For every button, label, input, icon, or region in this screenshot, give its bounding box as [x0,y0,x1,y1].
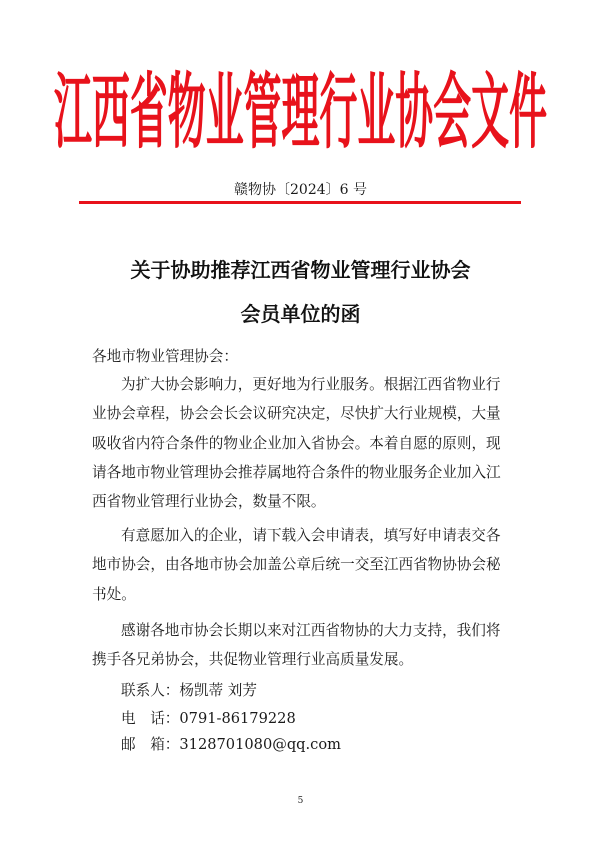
letter-title-line-1: 关于协助推荐江西省物业管理行业协会 [130,258,471,282]
masthead-title: 江西省物业管理行业协会文件 [54,65,547,154]
body-paragraph-2: 有意愿加入的企业，请下载入会申请表，填写好申请表交各地市协会，由各地市协会加盖公章后统一交至江西省物协协会秘书处。 [92,527,501,603]
contact-person: 联系人：杨凯蒂 刘芳 [121,682,257,699]
body-paragraph-3: 感谢各地市协会长期以来对江西省物协的大力支持，我们将携手各兄弟协会，共促物业管理行业高质量发展。 [92,622,501,669]
page-number: 5 [297,796,304,806]
salutation: 各地市物业管理协会： [92,348,238,365]
contact-email: 邮 箱：3128701080@qq.com [121,736,341,753]
contact-phone: 电 话：0791-86179228 [121,710,296,727]
masthead [52,58,549,154]
body-paragraph-1: 为扩大协会影响力，更好地为行业服务。根据江西省物业行业协会章程，协会会长会议研究决定，尽快扩大行业规模，大量吸收省内符合条件的物业企业加入省协会。本着自愿的原则，现请各地市物业管理协会推荐属地符合条件的物业服务企业加入江西省物业管理行业协会，数量不限。 [92,376,501,511]
document-number: 赣物协〔2024〕6 号 [234,182,367,198]
letter-title-line-2: 会员单位的函 [240,302,361,326]
red-divider-line [79,201,521,204]
